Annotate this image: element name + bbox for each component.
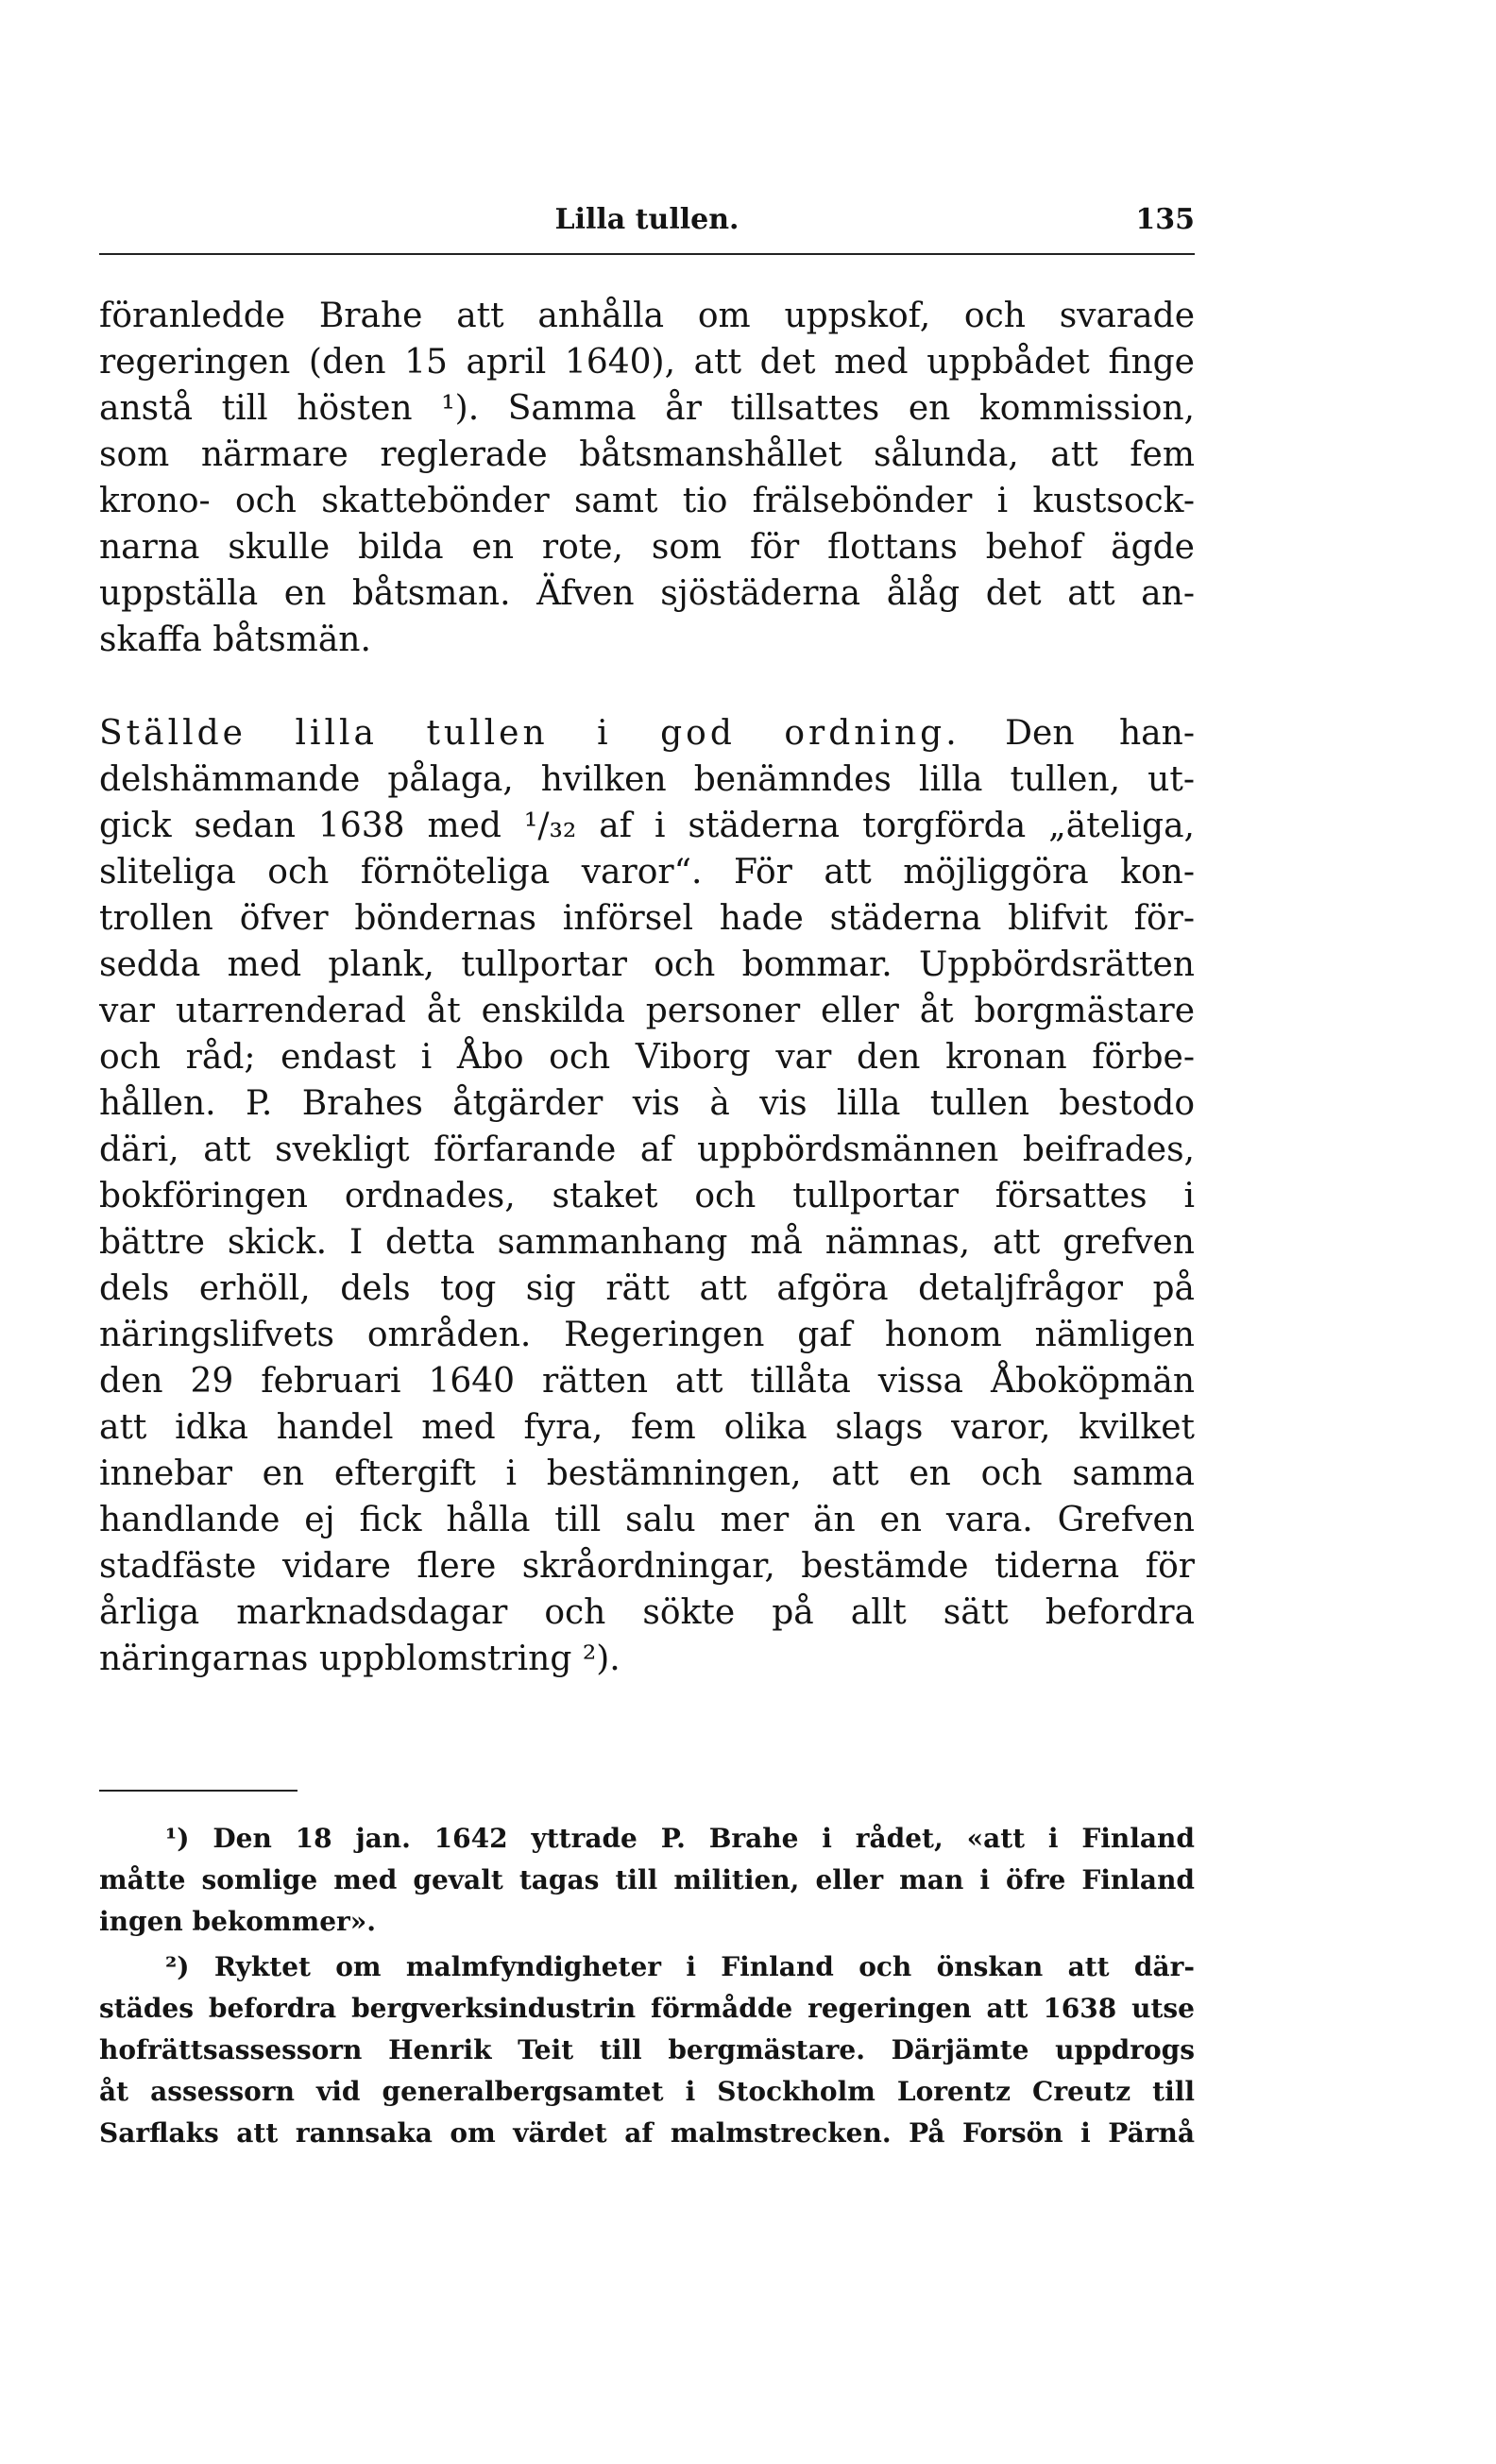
- body-text: [99, 293, 1195, 1682]
- text-line: bokföringen ordnades, staket och tullportar försattes i: [99, 1177, 1195, 1215]
- page-number: 135: [1135, 203, 1195, 236]
- text-line: dels erhöll, dels tog sig rätt att afgöra detaljfrågor på: [99, 1269, 1195, 1308]
- text-line: bättre skick. I detta sammanhang må nämnas, att grefven: [99, 1223, 1195, 1262]
- footnote-line: städes befordra bergverksindustrin förmådde regeringen att 1638 utse: [99, 1993, 1195, 2024]
- paragraph-gap: [99, 663, 1195, 710]
- text-line: årliga marknadsdagar och sökte på allt sätt befordra: [99, 1593, 1195, 1632]
- footnote-line: Sarflaks att rannsaka om värdet af malmstrecken. På Forsön i Pärnå: [99, 2117, 1195, 2149]
- running-title: Lilla tullen.: [554, 203, 740, 236]
- text-line: narna skulle bilda en rote, som för flottans behof ägde: [99, 528, 1195, 567]
- text-line: innebar en eftergift i bestämningen, att en och samma: [99, 1454, 1195, 1493]
- text-line: uppställa en båtsman. Äfven sjöstäderna ålåg det att an-: [99, 574, 1195, 613]
- text-line: näringarnas uppblomstring ²).: [99, 1640, 620, 1678]
- text-line: föranledde Brahe att anhålla om uppskof, och svarade: [99, 297, 1195, 335]
- paragraph-lead: Ställde lilla tullen i god ordning.: [99, 714, 960, 753]
- text-line: näringslifvets områden. Regeringen gaf honom nämligen: [99, 1316, 1195, 1354]
- footnote-line: måtte somlige med gevalt tagas till militien, eller man i öfre Finland: [99, 1864, 1195, 1895]
- footnotes: [99, 1818, 1195, 2154]
- text-line: anstå till hösten ¹). Samma år tillsattes en kommission,: [99, 389, 1195, 428]
- footnote-line: åt assessorn vid generalbergsamtet i Stockholm Lorentz Creutz till: [99, 2076, 1195, 2107]
- text-line: trollen öfver böndernas införsel hade städerna blifvit för-: [99, 899, 1195, 938]
- running-head: [99, 203, 1195, 250]
- text-line: att idka handel med fyra, fem olika slags varor, kvilket: [99, 1408, 1195, 1447]
- footnote-rule: [99, 1790, 298, 1792]
- text-line: sliteliga och förnöteliga varor“. För att möjliggöra kon-: [99, 853, 1195, 892]
- text-line: den 29 februari 1640 rätten att tillåta vissa Åboköpmän: [99, 1362, 1195, 1401]
- footnote-line: ²) Ryktet om malmfyndigheter i Finland och önskan att där-: [165, 1951, 1195, 1982]
- text-line: däri, att svekligt förfarande af uppbördsmännen beifrades,: [99, 1130, 1195, 1169]
- footnote-line: ingen bekommer».: [99, 1906, 377, 1937]
- text-line: som närmare reglerade båtsmanshållet sålunda, att fem: [99, 435, 1195, 474]
- lead-continuation: Den han-: [960, 714, 1195, 753]
- text-line: sedda med plank, tullportar och bommar. Uppbördsrätten: [99, 945, 1195, 984]
- text-line: handlande ej fick hålla till salu mer än en vara. Grefven: [99, 1501, 1195, 1539]
- header-rule: [99, 253, 1195, 255]
- text-line: delshämmande pålaga, hvilken benämndes lilla tullen, ut-: [99, 760, 1195, 799]
- text-line-lead: [99, 710, 1195, 756]
- text-line: gick sedan 1638 med ¹/₃₂ af i städerna torgförda „äteliga,: [99, 807, 1195, 845]
- footnote-2: [99, 1946, 1195, 2154]
- text-line: var utarrenderad åt enskilda personer eller åt borgmästare: [99, 992, 1195, 1030]
- text-line: och råd; endast i Åbo och Viborg var den kronan förbe-: [99, 1038, 1195, 1077]
- footnote-line: ¹) Den 18 jan. 1642 yttrade P. Brahe i rådet, «att i Finland: [165, 1823, 1195, 1854]
- footnote-1: [99, 1818, 1195, 1943]
- text-line: regeringen (den 15 april 1640), att det med uppbådet finge: [99, 343, 1195, 382]
- text-line: stadfäste vidare flere skråordningar, bestämde tiderna för: [99, 1547, 1195, 1586]
- paragraph-1: [99, 293, 1195, 663]
- paragraph-2: [99, 710, 1195, 1682]
- text-line: krono- och skattebönder samt tio frälsebönder i kustsock-: [99, 482, 1195, 520]
- text-line: hållen. P. Brahes åtgärder vis à vis lilla tullen bestodo: [99, 1084, 1195, 1123]
- text-line: skaffa båtsmän.: [99, 620, 371, 659]
- footnote-line: hofrättsassessorn Henrik Teit till bergmästare. Därjämte uppdrogs: [99, 2034, 1195, 2065]
